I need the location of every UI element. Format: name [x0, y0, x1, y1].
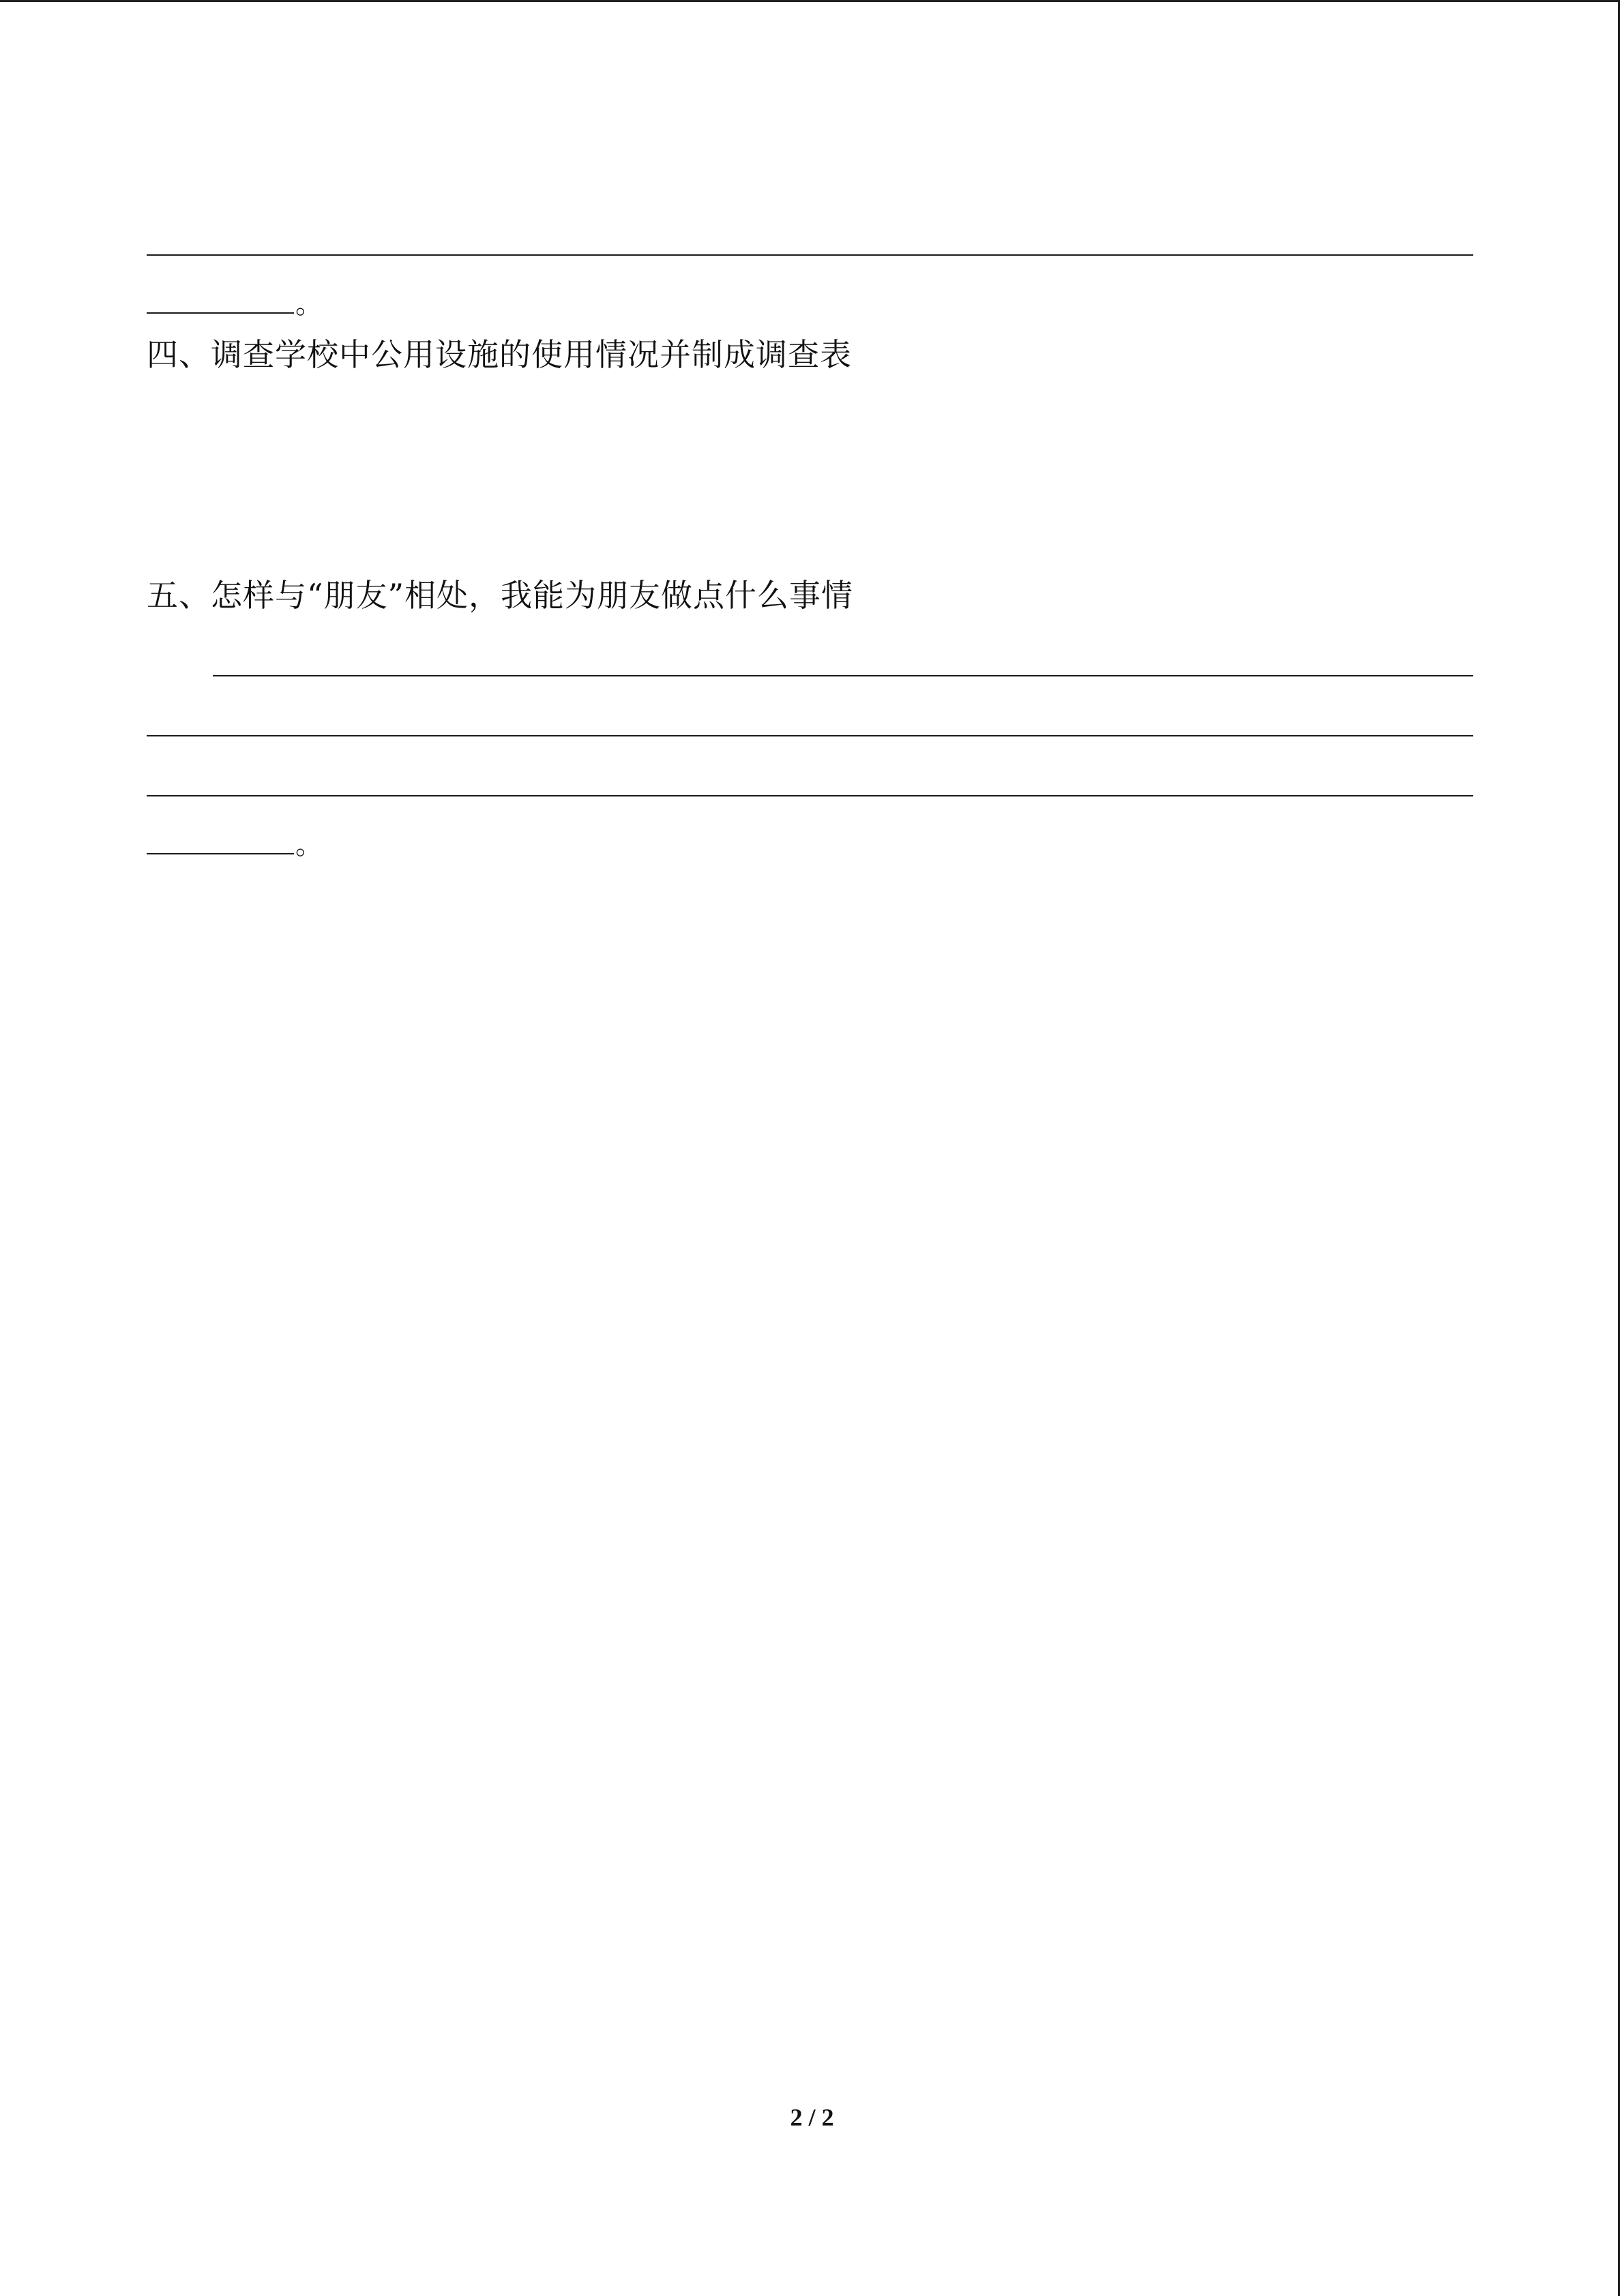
section-five-heading: 五、怎样与“朋友”相处，我能为朋友做点什么事情: [147, 577, 854, 614]
answer-line-short: [147, 312, 294, 314]
period-mark: 。: [295, 288, 323, 320]
period-mark: 。: [295, 829, 323, 861]
answer-line-indented: [213, 675, 1473, 676]
answer-line: [147, 254, 1473, 256]
answer-line-end: [147, 814, 351, 861]
page-number: 2 / 2: [790, 2104, 834, 2131]
section-four-heading: 四、调查学校中公用设施的使用情况并制成调查表: [147, 336, 852, 373]
answer-line: [147, 795, 1473, 796]
answer-line-short: [147, 853, 294, 854]
answer-line-end: [147, 273, 351, 320]
answer-line: [147, 735, 1473, 736]
